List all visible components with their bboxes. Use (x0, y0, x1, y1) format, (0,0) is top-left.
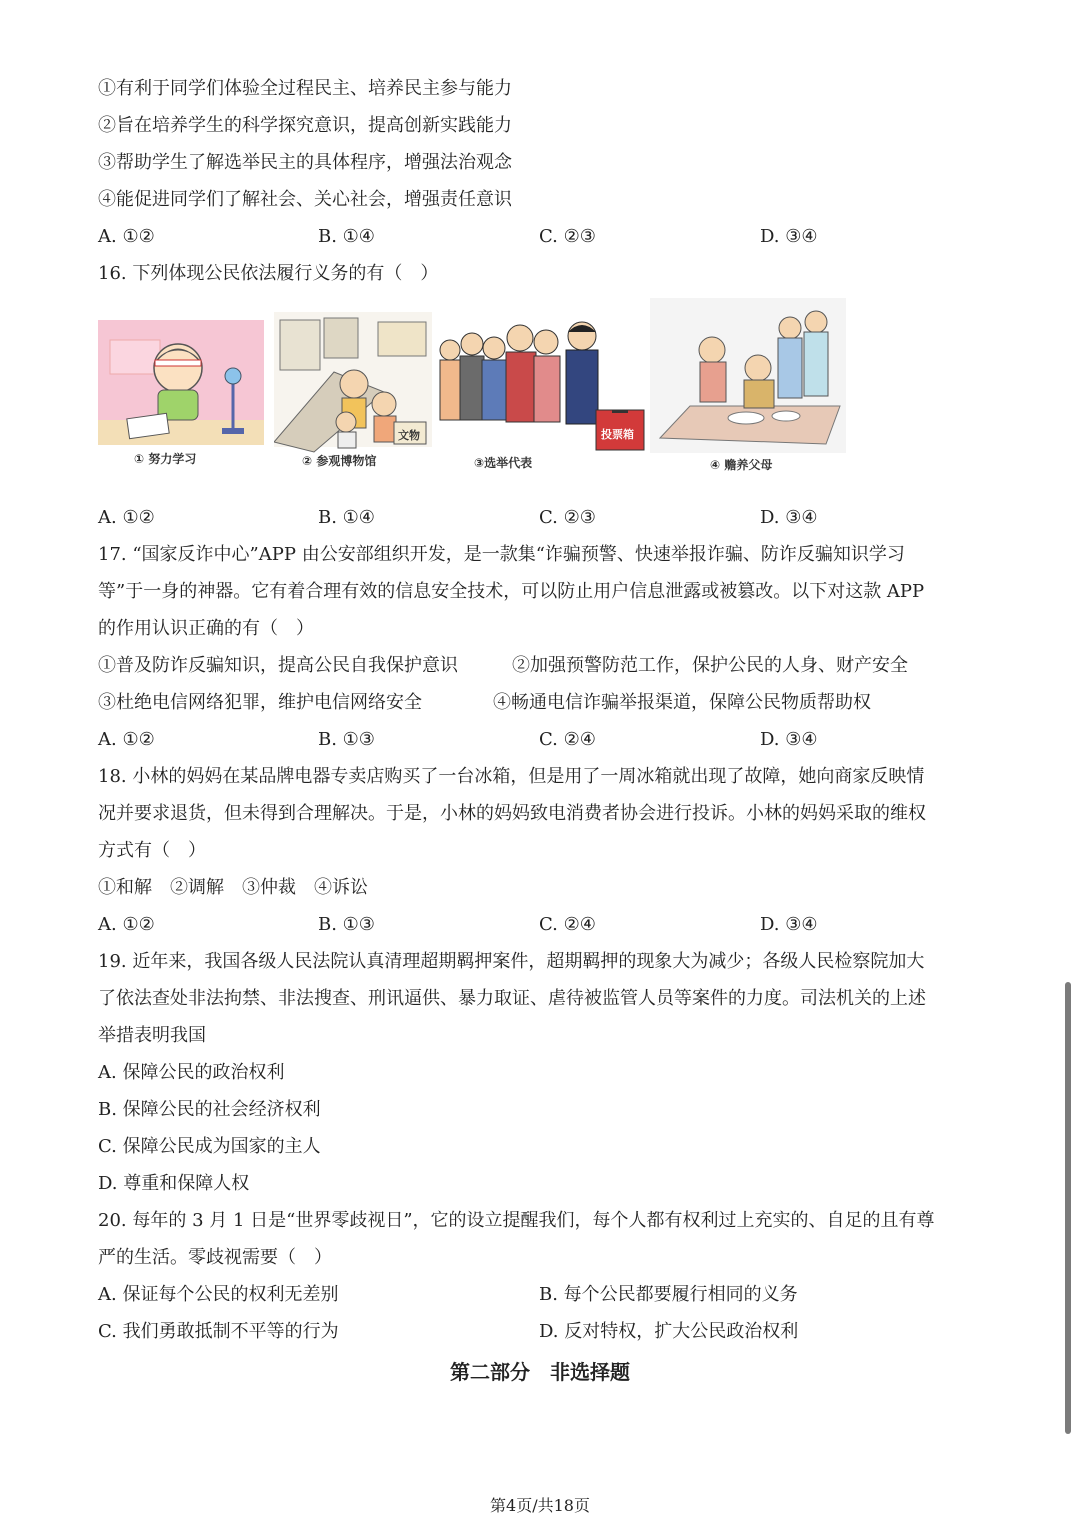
q15-item-3: ③帮助学生了解选举民主的具体程序，增强法治观念 (98, 152, 512, 173)
sign-ballot-box: 投票箱 (601, 428, 634, 441)
q18-option-b: B. ①③ (318, 914, 375, 935)
illustration-caring-parents (650, 298, 846, 476)
section-title: 第二部分 非选择题 (450, 1360, 630, 1384)
q18-stem-line-3: 方式有（ ） (98, 840, 206, 861)
q20-stem-line-1: 20. 每年的 3 月 1 日是“世界零歧视日”，它的设立提醒我们，每个人都有权利过上充实的、自足的且有尊 (98, 1210, 935, 1231)
q19-stem-line-2: 了依法查处非法拘禁、非法搜查、刑讯逼供、暴力取证、虐待被监管人员等案件的力度。司法机关的上述 (98, 988, 926, 1009)
q17-item-2: ②加强预警防范工作，保护公民的人身、财产安全 (512, 655, 908, 676)
caption-4: ④ 赡养父母 (710, 458, 773, 472)
q17-option-b: B. ①③ (318, 729, 375, 750)
q17-stem-line-1: 17. “国家反诈中心”APP 由公安部组织开发，是一款集“诈骗预警、快速举报诈骗、防诈反骗知识学习 (98, 544, 905, 565)
q19-option-b: B. 保障公民的社会经济权利 (98, 1099, 321, 1120)
q16-option-a: A. ①② (98, 507, 155, 528)
q17-stem-line-3: 的作用认识正确的有（ ） (98, 618, 314, 639)
q17-option-d: D. ③④ (760, 729, 818, 750)
q16-option-d: D. ③④ (760, 507, 818, 528)
q15-item-4: ④能促进同学们了解社会、关心社会，增强责任意识 (98, 189, 512, 210)
q17-option-a: A. ①② (98, 729, 155, 750)
q15-option-a: A. ①② (98, 226, 155, 247)
q17-item-3: ③杜绝电信网络犯罪，维护电信网络安全 (98, 692, 422, 713)
q18-option-a: A. ①② (98, 914, 155, 935)
q19-stem-line-3: 举措表明我国 (98, 1025, 206, 1046)
scrollbar-thumb[interactable] (1065, 982, 1071, 1434)
q18-stem-line-2: 况并要求退货，但未得到合理解决。于是，小林的妈妈致电消费者协会进行投诉。小林的妈妈采取的维权 (98, 803, 926, 824)
page-footer: 第4页/共18页 (490, 1496, 590, 1515)
q15-item-1: ①有利于同学们体验全过程民主、培养民主参与能力 (98, 78, 512, 99)
caption-1: ① 努力学习 (134, 452, 197, 466)
q19-option-a: A. 保障公民的政治权利 (98, 1062, 285, 1083)
q19-stem-line-1: 19. 近年来，我国各级人民法院认真清理超期羁押案件，超期羁押的现象大为减少；各级人民检察院加大 (98, 951, 925, 972)
q20-option-a: A. 保证每个公民的权利无差别 (98, 1284, 339, 1305)
q18-option-c: C. ②④ (539, 914, 596, 935)
q17-stem-line-2: 等”于一身的神器。它有着合理有效的信息安全技术，可以防止用户信息泄露或被篡改。以下对这款 APP (98, 581, 925, 602)
q16-option-c: C. ②③ (539, 507, 596, 528)
q16-option-b: B. ①④ (318, 507, 375, 528)
q20-stem-line-2: 严的生活。零歧视需要（ ） (98, 1247, 332, 1268)
q18-items: ①和解 ②调解 ③仲裁 ④诉讼 (98, 877, 368, 898)
caption-3: ③选举代表 (474, 456, 533, 470)
q17-item-1: ①普及防诈反骗知识，提高公民自我保护意识 (98, 655, 458, 676)
q15-option-b: B. ①④ (318, 226, 375, 247)
q17-option-c: C. ②④ (539, 729, 596, 750)
q15-option-c: C. ②③ (539, 226, 596, 247)
q19-option-c: C. 保障公民成为国家的主人 (98, 1136, 321, 1157)
illustration-studying (98, 320, 264, 470)
q18-option-d: D. ③④ (760, 914, 818, 935)
q15-item-2: ②旨在培养学生的科学探究意识，提高创新实践能力 (98, 115, 512, 136)
illustration-voting (436, 318, 648, 478)
caption-2: ② 参观博物馆 (302, 454, 377, 468)
q20-option-c: C. 我们勇敢抵制不平等的行为 (98, 1321, 339, 1342)
q16-stem: 16. 下列体现公民依法履行义务的有（ ） (98, 263, 439, 284)
q17-item-4: ④畅通电信诈骗举报渠道，保障公民物质帮助权 (493, 692, 871, 713)
illustration-museum (274, 312, 432, 472)
q20-option-b: B. 每个公民都要履行相同的义务 (539, 1284, 798, 1305)
q18-stem-line-1: 18. 小林的妈妈在某品牌电器专卖店购买了一台冰箱，但是用了一周冰箱就出现了故障，她向商家反映情 (98, 766, 925, 787)
q15-option-d: D. ③④ (760, 226, 818, 247)
q19-option-d: D. 尊重和保障人权 (98, 1173, 250, 1194)
q20-option-d: D. 反对特权，扩大公民政治权利 (539, 1321, 799, 1342)
sign-wenwu: 文物 (398, 429, 420, 442)
